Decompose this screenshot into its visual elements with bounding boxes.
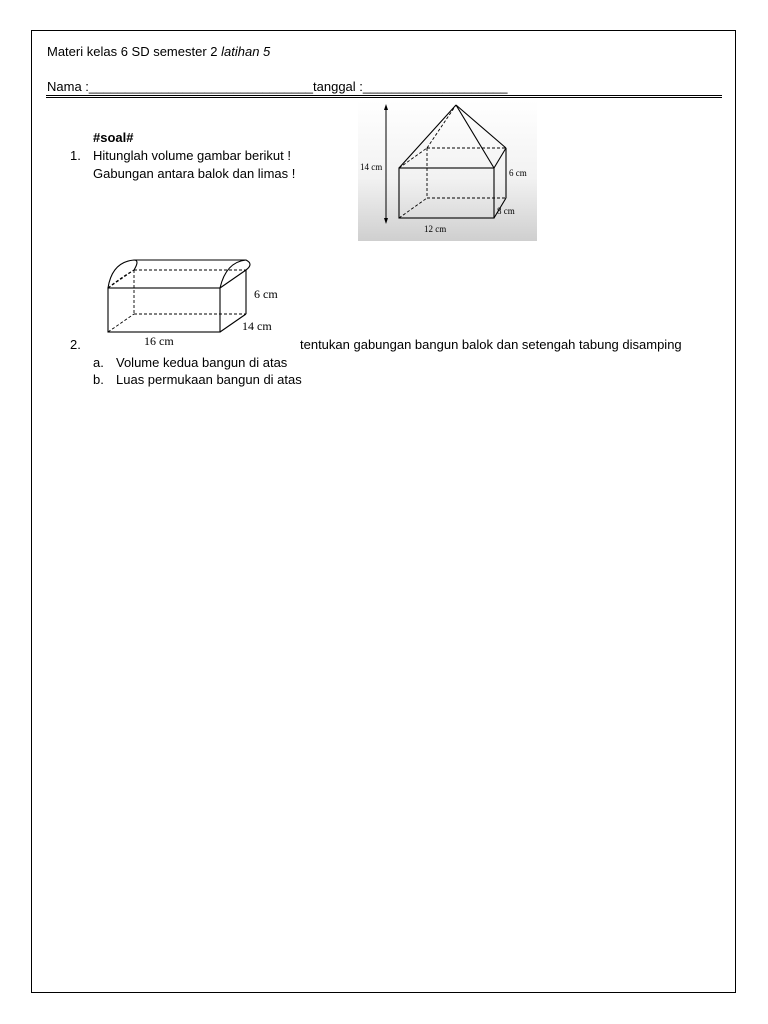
label-side: 6 cm	[509, 168, 527, 178]
label-height-2: 6 cm	[254, 287, 278, 301]
sub-item-b-letter: b.	[93, 372, 104, 387]
header-title-line	[47, 44, 270, 60]
figure-cuboid-half-cylinder-svg	[100, 256, 290, 336]
section-label: #soal#	[93, 130, 134, 145]
half-cylinder-left-arc	[108, 260, 137, 288]
label-height: 14 cm	[360, 162, 383, 172]
name-date-line: Nama :_______________________________tanggal :____________________	[47, 79, 508, 94]
sub-item-a-letter: a.	[93, 355, 104, 370]
sub-item-a-text: Volume kedua bangun di atas	[116, 355, 288, 370]
label-length-2-text: 16 cm	[144, 334, 174, 348]
question-2-text: tentukan gabungan bangun balok dan setengah tabung disamping	[300, 337, 682, 352]
figure-cuboid-pyramid-svg	[358, 101, 537, 241]
cuboid-top-right-edge	[220, 270, 246, 288]
label-depth-2: 14 cm	[242, 319, 272, 333]
question-2-number: 2.	[70, 337, 81, 352]
sub-item-b-text: Luas permukaan bangun di atas	[116, 372, 302, 387]
figure-cuboid-half-cylinder	[100, 256, 290, 336]
header-subtitle: latihan 5	[221, 44, 271, 59]
header-divider	[46, 95, 722, 98]
question-1-line-1: Hitunglah volume gambar berikut !	[93, 148, 291, 163]
cuboid-hidden-bottom-left	[108, 314, 134, 332]
question-1-number: 1.	[70, 148, 81, 163]
cuboid-front-face	[108, 288, 220, 332]
question-1-line-2: Gabungan antara balok dan limas !	[93, 166, 296, 181]
header-title: Materi kelas 6 SD semester 2	[47, 44, 218, 59]
label-depth: 8 cm	[497, 206, 515, 216]
figure-cuboid-pyramid	[358, 101, 537, 241]
label-length: 12 cm	[424, 224, 447, 234]
